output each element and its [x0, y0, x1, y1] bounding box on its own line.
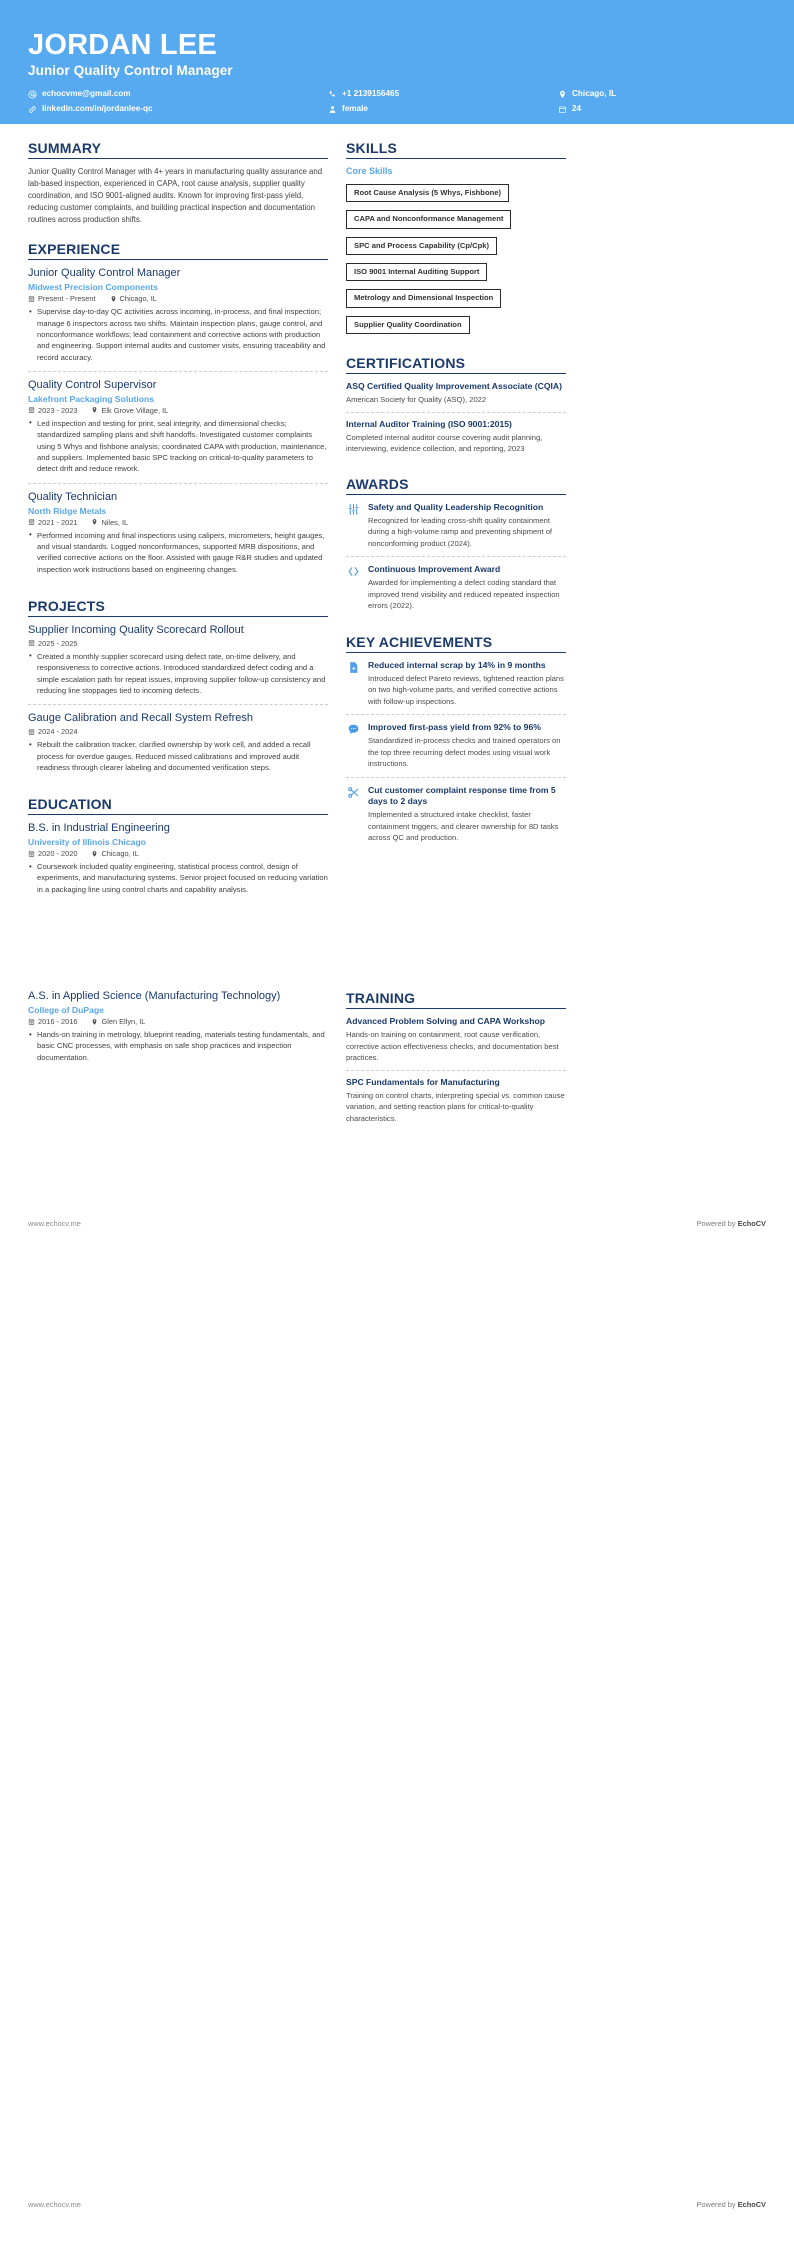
contact-email-text: echocvme@gmail.com — [42, 89, 131, 99]
key-achievement-desc: Implemented a structured intake checklist, faster containment triggers, and clearer ownership for 8D tasks across QC and production. — [368, 810, 559, 843]
right-column — [346, 140, 566, 866]
footer-site[interactable]: www.echocv.me — [28, 1219, 81, 1228]
experience-role: Quality Control Supervisor — [28, 379, 157, 392]
calendar-icon — [28, 518, 35, 526]
contact-linkedin[interactable] — [28, 104, 328, 114]
award-body — [368, 502, 566, 550]
experience-dates: 2021 - 2021 — [28, 518, 77, 527]
project-name: Gauge Calibration and Recall System Refresh — [28, 712, 254, 725]
award-title: Safety and Quality Leadership Recognition — [368, 501, 544, 512]
sliders-icon — [346, 503, 361, 518]
training-section — [346, 990, 566, 1130]
award-desc: Awarded for implementing a defect coding standard that improved trend visibility and reduced repeated inspection errors (2022). — [368, 578, 560, 611]
education-location: Chicago, IL — [91, 849, 138, 858]
project-entry — [28, 624, 328, 705]
experience-location: Niles, IL — [91, 518, 128, 527]
chat-icon — [346, 723, 361, 738]
key-achievement-item — [346, 722, 566, 778]
experience-bullets — [28, 530, 328, 576]
projects-section — [28, 598, 328, 781]
experience-entry — [28, 379, 328, 484]
bullet: • Hands-on training in metrology, blueprint reading, materials testing fundamentals, and basic CNC processes, with emphasis on safe shop practices and inspection documentation. — [28, 1029, 328, 1063]
calendar-icon — [28, 406, 35, 414]
page-footer — [28, 1219, 766, 1228]
location-icon — [91, 406, 98, 414]
email-icon — [28, 90, 37, 99]
skills-chip-list — [346, 182, 566, 340]
certification-item — [346, 419, 566, 461]
contact-phone-text: +1 2139156465 — [342, 89, 400, 99]
skill-chip: Metrology and Dimensional Inspection — [346, 289, 501, 307]
training-desc: Hands-on training on containment, root cause verification, corrective action effectiveness checks, and documentation best practices. — [346, 1030, 559, 1063]
experience-role: Quality Technician — [28, 490, 118, 503]
skill-chip: Root Cause Analysis (5 Whys, Fishbone) — [346, 184, 509, 202]
education-entry — [28, 990, 328, 1071]
education-degree: A.S. in Applied Science (Manufacturing Technology) — [28, 990, 281, 1003]
experience-dates: 2023 - 2023 — [28, 406, 77, 415]
phone-icon — [328, 90, 337, 99]
contact-linkedin-text: linkedin.com/in/jordanlee-qc — [42, 104, 153, 114]
project-meta — [28, 639, 328, 648]
certification-item — [346, 381, 566, 413]
bullet: • Rebuilt the calibration tracker, clarified ownership by work cell, and added a recall process for overdue gauges. Reduced missed calibrations and improved audit readiness through clearer labeling and documented verification steps. — [28, 739, 328, 773]
education-school: College of DuPage — [28, 1005, 104, 1016]
key-achievement-desc: Introduced defect Pareto reviews, tightened reaction plans on two high-volume parts, and verified corrective actions with follow-up inspections. — [368, 673, 564, 706]
contact-age-text: 24 — [572, 104, 582, 114]
award-desc: Recognized for leading cross-shift quality containment during a high-volume ramp and preventing shipment of nonconforming product (2024). — [368, 515, 553, 548]
project-dates: 2025 - 2025 — [28, 639, 77, 648]
skills-section — [346, 140, 566, 340]
education-entry — [28, 822, 328, 903]
footer-brand: Powered by EchoCV — [696, 1219, 766, 1228]
left-column — [28, 140, 328, 918]
experience-title: EXPERIENCE — [28, 241, 328, 260]
contact-email[interactable] — [28, 89, 328, 99]
skill-chip: ISO 9001 Internal Auditing Support — [346, 263, 487, 281]
footer-brand: Powered by EchoCV — [696, 2200, 766, 2209]
education-bullets — [28, 861, 328, 895]
skill-chip: CAPA and Nonconformance Management — [346, 210, 511, 228]
skills-title: SKILLS — [346, 140, 566, 159]
calendar-icon — [28, 295, 35, 303]
contact-age — [558, 104, 766, 114]
education-dates: 2020 - 2020 — [28, 849, 77, 858]
training-desc: Training on control charts, interpreting special vs. common cause variation, and setting reaction plans for critical-to-quality characteristics. — [346, 1090, 565, 1123]
projects-title: PROJECTS — [28, 598, 328, 617]
code-icon — [346, 565, 361, 580]
contact-gender-text: female — [342, 104, 368, 114]
experience-entry — [28, 491, 328, 583]
summary-title: SUMMARY — [28, 140, 328, 159]
experience-bullets — [28, 306, 328, 363]
key-achievement-item — [346, 660, 566, 716]
calendar-icon — [28, 1018, 35, 1026]
award-body — [368, 564, 566, 612]
scissors-icon — [346, 786, 361, 801]
location-icon — [91, 1018, 98, 1026]
certifications-section — [346, 355, 566, 461]
education-meta — [28, 849, 328, 858]
certification-desc: American Society for Quality (ASQ), 2022 — [346, 395, 487, 405]
education-meta — [28, 1017, 328, 1026]
key-achievement-title: Cut customer complaint response time from 5 days to 2 days — [368, 784, 556, 806]
location-icon — [558, 90, 567, 99]
page-footer — [28, 2200, 766, 2209]
experience-org: Midwest Precision Components — [28, 282, 158, 293]
award-item — [346, 564, 566, 619]
key-achievement-body — [368, 722, 566, 770]
calendar-icon — [28, 639, 35, 647]
bullet: • Coursework included quality engineering, statistical process control, design of experiments, and manufacturing systems. Senior project focused on reducing variation in a packaging line using control charts and capability analysis. — [28, 861, 328, 895]
project-bullets — [28, 651, 328, 697]
award-title: Continuous Improvement Award — [368, 564, 501, 575]
experience-meta — [28, 406, 328, 415]
key-achievement-title: Reduced internal scrap by 14% in 9 months — [368, 659, 546, 670]
experience-location: Chicago, IL — [110, 294, 157, 303]
experience-meta — [28, 518, 328, 527]
location-icon — [91, 850, 98, 858]
education-location: Glen Ellyn, IL — [91, 1017, 145, 1026]
contact-location-text: Chicago, IL — [572, 89, 617, 99]
calendar-icon — [28, 728, 35, 736]
right-column-page-2 — [346, 990, 566, 1145]
certification-name: ASQ Certified Quality Improvement Associate (CQIA) — [346, 381, 563, 392]
summary-section — [28, 140, 328, 226]
summary-text: Junior Quality Control Manager with 4+ years in manufacturing quality assurance and lab-based inspection, experienced in CAPA, root cause analysis, supplier quality coordination, and ISO 9001-aligned audits. Known for improving first-pass yield, reducing customer complaints, and building practical inspection and documentation routines across production shifts. — [28, 167, 323, 225]
education-title: EDUCATION — [28, 796, 328, 815]
training-name: Advanced Problem Solving and CAPA Workshop — [346, 1016, 545, 1027]
certification-desc: Completed internal auditor course covering audit planning, interviewing, evidence collection, and reporting, 2023 — [346, 432, 543, 454]
training-name: SPC Fundamentals for Manufacturing — [346, 1076, 500, 1087]
key-achievements-title: KEY ACHIEVEMENTS — [346, 634, 566, 653]
training-item — [346, 1016, 566, 1070]
experience-role: Junior Quality Control Manager — [28, 267, 181, 280]
contact-gender — [328, 104, 558, 114]
education-dates: 2016 - 2016 — [28, 1017, 77, 1026]
project-name: Supplier Incoming Quality Scorecard Rollout — [28, 624, 244, 637]
experience-entry — [28, 267, 328, 372]
training-item — [346, 1077, 566, 1130]
skill-chip: SPC and Process Capability (Cp/Cpk) — [346, 237, 497, 255]
resume-body-page-2 — [0, 990, 794, 1145]
calendar-icon — [28, 850, 35, 858]
candidate-headline: Junior Quality Control Manager — [28, 63, 233, 79]
left-column-page-2 — [28, 990, 328, 1078]
training-title: TRAINING — [346, 990, 566, 1009]
awards-title: AWARDS — [346, 476, 566, 495]
key-achievement-desc: Standardized in-process checks and trained operators on the top three recurring defect modes using visual work instructions. — [368, 736, 561, 769]
education-section — [28, 796, 328, 903]
awards-section — [346, 476, 566, 619]
location-icon — [91, 518, 98, 526]
key-achievement-body — [368, 785, 566, 844]
project-meta — [28, 727, 328, 736]
education-degree: B.S. in Industrial Engineering — [28, 822, 170, 835]
key-achievement-title: Improved first-pass yield from 92% to 96% — [368, 722, 541, 733]
location-icon — [110, 295, 117, 303]
candidate-name: JORDAN LEE — [28, 29, 217, 61]
award-item — [346, 502, 566, 558]
certifications-title: CERTIFICATIONS — [346, 355, 566, 374]
skills-subtitle: Core Skills — [346, 166, 393, 176]
footer-site[interactable]: www.echocv.me — [28, 2200, 81, 2209]
project-entry — [28, 712, 328, 781]
key-achievement-body — [368, 660, 566, 708]
key-achievement-item — [346, 785, 566, 851]
calendar-icon — [558, 105, 567, 114]
skill-chip: Supplier Quality Coordination — [346, 316, 470, 334]
bullet: • Performed incoming and final inspections using calipers, micrometers, height gauges, and visual standards. Logged nonconformances, supported MRB dispositions, and verified corrective actions on the floor. Assisted with gauge R&R studies and updated inspection work instructions based on engineering changes. — [28, 530, 328, 576]
bullet: • Created a monthly supplier scorecard using defect rate, on-time delivery, and responsiveness to corrective actions. Introduced standardized defect coding and a simple escalation path for repeat issues, improving supplier follow-up consistency and reducing line stoppages tied to incoming defects. — [28, 651, 328, 697]
certification-name: Internal Auditor Training (ISO 9001:2015) — [346, 418, 512, 429]
bullet: • Supervise day-to-day QC activities across incoming, in-process, and final inspection; manage 6 inspectors across two shifts. Maintain inspection plans, gauge control, and nonconformance workflows; lead containment and corrective actions with production and engineering. Support internal audits and customer visits, ensuring traceability and record accuracy. — [28, 306, 328, 363]
project-bullets — [28, 739, 328, 773]
experience-dates: Present - Present — [28, 294, 96, 303]
experience-location: Elk Grove Village, IL — [91, 406, 168, 415]
experience-org: North Ridge Metals — [28, 505, 107, 516]
link-icon — [28, 105, 37, 114]
experience-meta — [28, 294, 328, 303]
resume-body — [0, 124, 794, 918]
contact-phone[interactable] — [328, 89, 558, 99]
key-achievements-section — [346, 634, 566, 851]
project-dates: 2024 - 2024 — [28, 727, 77, 736]
person-icon — [328, 105, 337, 114]
experience-org: Lakefront Packaging Solutions — [28, 393, 155, 404]
experience-bullets — [28, 418, 328, 475]
bullet: • Led inspection and testing for print, seal integrity, and dimensional checks; standardized sampling plans and shift handoffs. Investigated customer complaints using 5 Whys and fishbone analysis; coordinated CAPA with production, maintenance, and suppliers. Implemented basic SPC tracking on critical-to-quality parameters to detect drift and reduce rework. — [28, 418, 328, 475]
contact-grid — [28, 89, 766, 114]
contact-location — [558, 89, 766, 99]
education-school: University of Illinois Chicago — [28, 837, 146, 848]
education-bullets — [28, 1029, 328, 1063]
experience-section — [28, 241, 328, 583]
document-plus-icon — [346, 661, 361, 676]
resume-header — [0, 0, 794, 124]
